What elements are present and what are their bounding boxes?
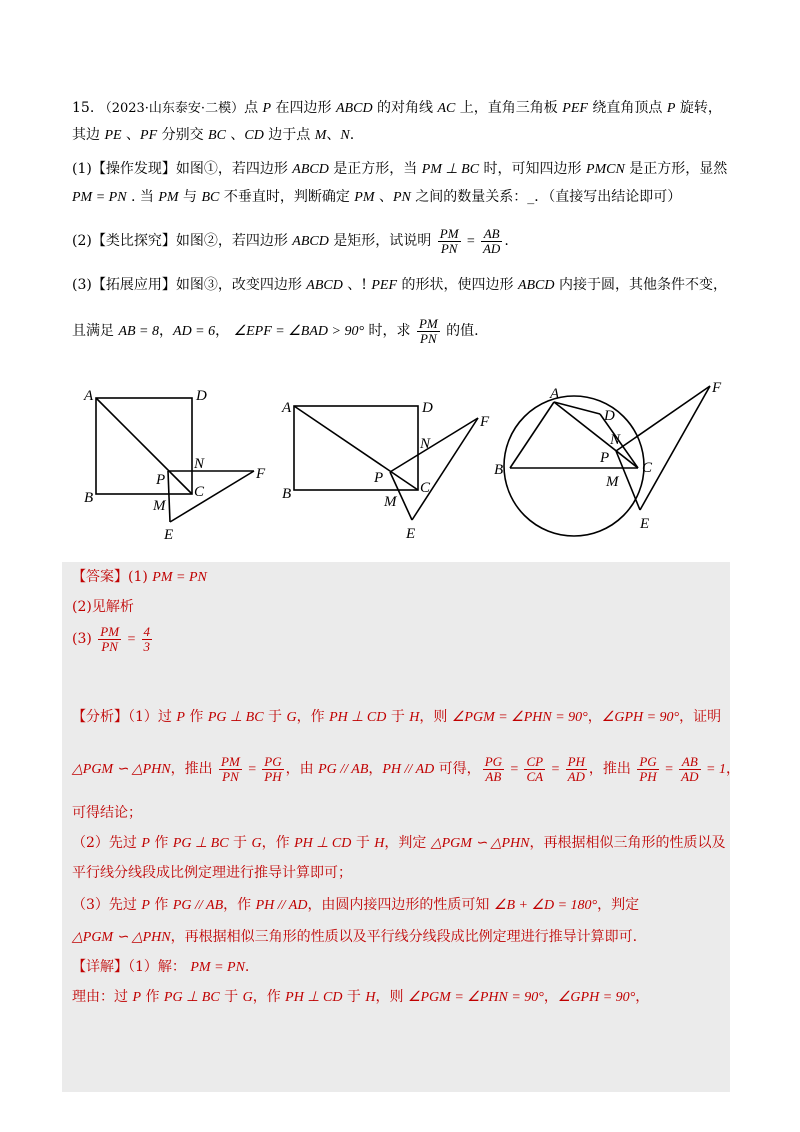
text-run: ，则 <box>419 709 452 725</box>
text-run: (3)【拓展应用】如图③，改变四边形 <box>72 277 307 293</box>
text-run: 于 <box>263 709 287 725</box>
text-run: 【详解】（1）解： <box>72 959 191 975</box>
math-expression: G <box>242 990 253 1005</box>
text-run: 之间的数量关系：_．（直接写出结论即可） <box>410 189 682 205</box>
text-run: ，证明 <box>679 709 722 725</box>
math-expression: = <box>123 632 140 647</box>
part3-line-1 <box>72 274 732 297</box>
text-run: . <box>504 233 509 249</box>
text-run: 且满足 <box>72 323 119 339</box>
text-run: ， <box>215 323 234 339</box>
text-run: 内接于圆，其他条件不变， <box>554 277 727 293</box>
math-expression: PE <box>104 128 122 143</box>
fraction-denominator: PN <box>101 638 118 654</box>
analysis-line-2 <box>72 752 740 787</box>
text-run: 、 <box>121 127 141 143</box>
analysis-line-6 <box>72 894 732 917</box>
math-expression: P <box>132 990 142 1005</box>
question-line-2 <box>72 124 732 147</box>
fig2-label-A: A <box>282 400 292 416</box>
fig1-label-E: E <box>164 527 174 543</box>
text-run: 点 <box>244 100 263 116</box>
text-run: ，作 <box>223 897 256 913</box>
fig2-diagonal <box>294 406 418 490</box>
text-run: 作 <box>149 835 173 851</box>
math-expression: PM = PN <box>190 960 245 975</box>
text-run: ，由圆内接四边形的性质可知 <box>307 897 494 913</box>
fraction <box>483 755 504 784</box>
text-run: ，判定 <box>597 897 640 913</box>
fig2-label-P: P <box>374 470 384 486</box>
math-expression: PH ⊥ CD <box>329 710 387 725</box>
fraction <box>262 755 283 784</box>
math-expression: ∠EPF = ∠BAD > 90° <box>233 324 365 339</box>
text-run: 是矩形，试说明 <box>328 233 436 249</box>
answer-3 <box>72 624 732 655</box>
text-run: 可得结论； <box>72 805 142 821</box>
math-expression: AB = 8 <box>118 324 160 339</box>
math-expression: M <box>314 128 327 143</box>
fraction-numerator: CP <box>526 753 544 769</box>
text-run: . 当 <box>126 189 159 205</box>
text-run: 于 <box>351 835 375 851</box>
math-expression: PM = PN <box>72 190 127 205</box>
fraction-numerator: PM <box>418 315 438 331</box>
math-expression: N <box>340 128 350 143</box>
fraction <box>566 755 587 784</box>
fig1-edge-pe <box>168 471 170 522</box>
detail-line-1 <box>72 956 732 979</box>
text-run: 是正方形，显然 <box>624 161 728 177</box>
text-run: (3) <box>72 631 97 647</box>
text-run: 在四边形 <box>271 100 336 116</box>
math-expression: H <box>365 990 376 1005</box>
question-source: （2023·山东泰安·二模） <box>98 101 245 116</box>
text-run: 于 <box>386 709 410 725</box>
math-expression: P <box>141 836 150 851</box>
part1-line-1 <box>72 158 732 181</box>
fraction-numerator: PM <box>221 753 240 769</box>
fraction-denominator: CA <box>526 768 544 784</box>
math-expression: CD <box>244 128 264 143</box>
figure-3-svg <box>490 378 730 538</box>
math-expression: = <box>660 762 678 777</box>
text-run: 其边 <box>72 127 105 143</box>
fig3-label-D: D <box>604 408 615 424</box>
math-expression: P <box>141 898 150 913</box>
figure-2-svg <box>278 394 498 544</box>
text-run: 分别交 <box>157 127 209 143</box>
text-run: （3）先过 <box>72 897 142 913</box>
text-run: ， <box>725 761 740 777</box>
math-expression: ABCD <box>292 234 329 249</box>
math-expression: PM = PN <box>152 570 207 585</box>
text-run: 作 <box>141 989 164 1005</box>
text-run: （2）先过 <box>72 835 142 851</box>
fig1-label-C: C <box>194 484 205 500</box>
text-run: 的形状，使四边形 <box>397 277 518 293</box>
fig1-diagonal <box>96 398 192 494</box>
math-expression: ABCD <box>306 278 343 293</box>
fig1-label-A: A <box>84 388 94 404</box>
fig1-label-F: F <box>256 466 266 482</box>
text-run: 时，求 <box>364 323 415 339</box>
math-expression: P <box>666 101 676 116</box>
text-run: 旋转， <box>675 100 722 116</box>
fraction-numerator: PH <box>567 753 585 769</box>
math-expression: PM ⊥ BC <box>421 162 480 177</box>
math-expression: ∠PGM = ∠PHN = 90° <box>451 710 588 725</box>
fraction-numerator: PM <box>439 225 459 241</box>
fraction-denominator: AD <box>681 768 699 784</box>
math-expression: PG // AB <box>172 898 224 913</box>
fraction <box>679 755 700 784</box>
fig3-label-P: P <box>600 450 610 466</box>
math-expression: ∠GPH = 90° <box>601 710 680 725</box>
text-run: 可得， <box>434 761 481 777</box>
text-run: ， <box>543 989 558 1005</box>
math-expression: △PGM ∽ △PHN <box>430 836 530 851</box>
math-expression: = <box>547 762 564 777</box>
math-expression: PG // AB <box>318 762 369 777</box>
text-run: (2)【类比探究】如图②，若四边形 <box>72 233 293 249</box>
fig3-edge-ef <box>640 386 710 510</box>
fig1-edge-ef <box>170 471 254 522</box>
text-run: 时，可知四边形 <box>479 161 586 177</box>
question-stem <box>244 100 722 116</box>
fraction <box>481 227 502 256</box>
text-run: 于 <box>342 989 366 1005</box>
fig2-label-D: D <box>422 400 433 416</box>
text-run: ，作 <box>261 835 295 851</box>
fraction <box>98 625 121 654</box>
fig2-label-E: E <box>406 526 416 542</box>
math-expression: △PGM ∽ △PHN <box>72 762 171 777</box>
text-run: 是正方形，当 <box>328 161 422 177</box>
math-expression: PG ⊥ BC <box>207 710 264 725</box>
analysis-line-3 <box>72 802 732 824</box>
fraction-denominator: AD <box>482 240 501 256</box>
question-number: 15. <box>72 100 95 116</box>
math-expression: PH // AD <box>255 898 308 913</box>
fraction-denominator: PN <box>222 768 239 784</box>
text-run: ，判定 <box>384 835 431 851</box>
text-run: 边于点 <box>263 127 315 143</box>
fraction <box>417 317 440 346</box>
analysis-line-7 <box>72 926 732 949</box>
fig2-edge-pf <box>390 418 478 472</box>
fraction-denominator: PN <box>420 330 437 346</box>
text-run: 于 <box>219 989 243 1005</box>
text-run: ，推出 <box>170 761 218 777</box>
part2-line <box>72 226 732 257</box>
fraction-denominator: AB <box>485 768 502 784</box>
question-line-1 <box>72 97 732 120</box>
analysis-line-5 <box>72 862 732 884</box>
analysis-line-4 <box>72 832 732 855</box>
fraction-denominator: PN <box>440 240 458 256</box>
math-expression: ∠B + ∠D = 180° <box>493 898 598 913</box>
fig2-edge-ef <box>412 418 478 520</box>
fraction <box>142 625 153 654</box>
text-run: ，则 <box>375 989 408 1005</box>
fraction <box>438 227 461 256</box>
text-run: . <box>244 959 250 975</box>
text-run: ，作 <box>296 709 330 725</box>
math-expression: P <box>262 101 272 116</box>
text-run: ， <box>159 323 174 339</box>
text-run: . <box>349 127 355 143</box>
fraction <box>219 755 242 784</box>
math-expression: = <box>243 762 261 777</box>
fig1-label-P: P <box>156 472 166 488</box>
text-run: 、 <box>326 127 341 143</box>
text-run: 作 <box>184 709 208 725</box>
math-expression: H <box>409 710 420 725</box>
text-run: 与 <box>178 189 202 205</box>
math-expression: AC <box>437 101 456 116</box>
math-expression: PN <box>392 190 411 205</box>
math-expression: BC <box>201 190 220 205</box>
text-run: 上，直角三角板 <box>455 100 563 116</box>
math-expression: PEF <box>562 101 588 116</box>
fraction-numerator: PG <box>484 753 503 769</box>
text-run: 、! <box>342 277 372 293</box>
fig2-label-B: B <box>282 486 292 502</box>
fraction-denominator: 3 <box>143 638 151 654</box>
text-run: ，再根据相似三角形的性质以及 <box>529 835 726 851</box>
math-expression: PEF <box>371 278 398 293</box>
math-expression: PG ⊥ BC <box>163 990 220 1005</box>
fraction-denominator: AD <box>567 768 585 784</box>
answer-1 <box>72 566 732 589</box>
fig3-label-C: C <box>642 460 653 476</box>
fig1-label-D: D <box>196 388 207 404</box>
figure-1 <box>78 384 278 553</box>
math-expression: △PGM ∽ △PHN <box>72 930 171 945</box>
text-run: 不垂直时，判断确定 <box>219 189 355 205</box>
fraction-numerator: AB <box>679 755 700 770</box>
fig3-segment-ab <box>510 402 554 468</box>
math-expression: PM <box>158 190 179 205</box>
text-run: ， <box>635 989 650 1005</box>
text-run: 理由：过 <box>72 989 133 1005</box>
fig3-label-E: E <box>640 516 650 532</box>
math-expression: = 1 <box>702 762 726 777</box>
fig3-label-M: M <box>606 474 619 490</box>
text-run: 作 <box>149 897 173 913</box>
math-expression: P <box>176 710 185 725</box>
math-expression: = <box>462 234 479 249</box>
text-run: ，再根据相似三角形的性质以及平行线分线段成比例定理进行推导计算即可. <box>170 929 638 945</box>
fraction-denominator: PH <box>264 768 282 784</box>
math-expression: ABCD <box>292 162 329 177</box>
text-run: ，推出 <box>588 761 636 777</box>
text-run: 的对角线 <box>372 100 438 116</box>
math-expression: PM <box>354 190 375 205</box>
fig3-diagonal <box>554 402 638 468</box>
math-expression: H <box>374 836 385 851</box>
math-expression: ∠PGM = ∠PHN = 90° <box>407 990 544 1005</box>
answer-2 <box>72 596 732 618</box>
text-run: ， <box>368 761 383 777</box>
fraction <box>637 755 658 784</box>
fraction-numerator: AB <box>481 227 502 242</box>
text-run: ，作 <box>252 989 286 1005</box>
fig3-label-N: N <box>610 432 621 448</box>
text-run: 【分析】（1）过 <box>72 709 177 725</box>
text-run: 、 <box>225 127 245 143</box>
figure-3 <box>490 378 730 542</box>
fraction-numerator: PG <box>639 753 657 769</box>
text-run: (2)见解析 <box>72 599 134 615</box>
fig3-label-B: B <box>494 462 504 478</box>
part1-line-2 <box>72 186 732 209</box>
part3-line-2 <box>72 316 732 347</box>
fraction-numerator: 4 <box>143 623 151 639</box>
text-run: ， <box>587 709 602 725</box>
detail-line-2 <box>72 986 732 1009</box>
text-run: 、 <box>374 189 393 205</box>
fig3-edge-pf <box>616 386 710 451</box>
math-expression: PF <box>140 128 158 143</box>
math-expression: AD = 6 <box>173 324 216 339</box>
text-run: 绕直角顶点 <box>587 100 667 116</box>
figure-1-svg <box>78 384 278 549</box>
math-expression: G <box>286 710 297 725</box>
text-run: (1)【操作发现】如图①，若四边形 <box>72 161 293 177</box>
math-expression: ∠GPH = 90° <box>557 990 636 1005</box>
text-run: 平行线分线段成比例定理进行推导计算即可； <box>72 865 352 881</box>
text-run: ，由 <box>285 761 319 777</box>
figure-2 <box>278 394 498 548</box>
math-expression: PH // AD <box>382 762 435 777</box>
math-expression: BC <box>208 128 226 143</box>
fig3-label-A: A <box>550 386 560 402</box>
fig2-label-M: M <box>384 494 397 510</box>
math-expression: ABCD <box>517 278 555 293</box>
text-run: 于 <box>228 835 252 851</box>
fraction-numerator: PG <box>264 753 282 769</box>
text-run: 【答案】(1) <box>72 569 153 585</box>
fig1-label-M: M <box>153 498 166 514</box>
math-expression: PMCN <box>585 162 625 177</box>
math-expression: G <box>251 836 262 851</box>
math-expression: PH ⊥ CD <box>285 990 343 1005</box>
fraction-denominator: PH <box>639 768 657 784</box>
fig2-label-C: C <box>420 480 431 496</box>
math-expression: PH ⊥ CD <box>294 836 352 851</box>
analysis-line-1 <box>72 706 732 729</box>
fig1-label-N: N <box>194 456 205 472</box>
fraction-numerator: PM <box>100 623 120 639</box>
fig1-label-B: B <box>84 490 94 506</box>
fig2-label-F: F <box>480 414 490 430</box>
fig3-label-F: F <box>712 380 722 396</box>
math-expression: = <box>506 762 523 777</box>
fraction <box>524 755 545 784</box>
text-run: 的值. <box>441 323 479 339</box>
fig2-label-N: N <box>420 436 431 452</box>
math-expression: PG ⊥ BC <box>172 836 229 851</box>
math-expression: ABCD <box>336 101 373 116</box>
